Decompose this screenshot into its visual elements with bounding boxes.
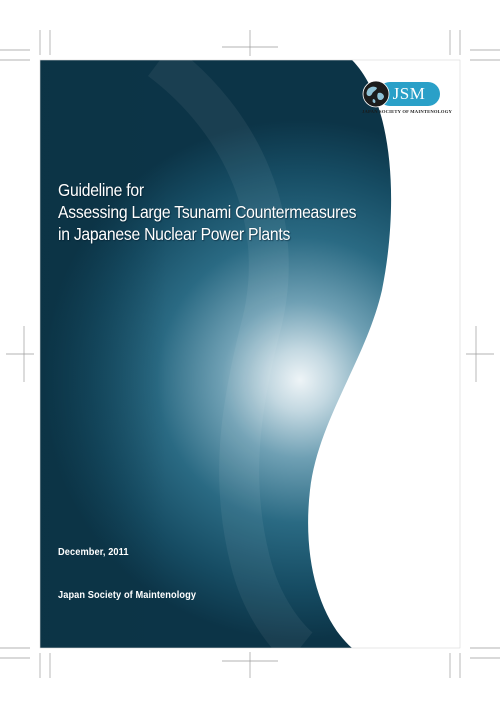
title-line: Assessing Large Tsunami Countermeasures [58,202,357,222]
publisher-name: Japan Society of Maintenology [58,589,197,601]
title-line: Guideline for [58,180,144,200]
title-line: in Japanese Nuclear Power Plants [58,224,291,244]
logo-letters: JSM [392,84,426,103]
publication-date: December, 2011 [58,546,129,558]
jsm-logo [362,80,452,120]
logo-society-name: JAPAN SOCIETY OF MAINTENOLOGY [362,109,452,114]
document-title [58,179,357,245]
